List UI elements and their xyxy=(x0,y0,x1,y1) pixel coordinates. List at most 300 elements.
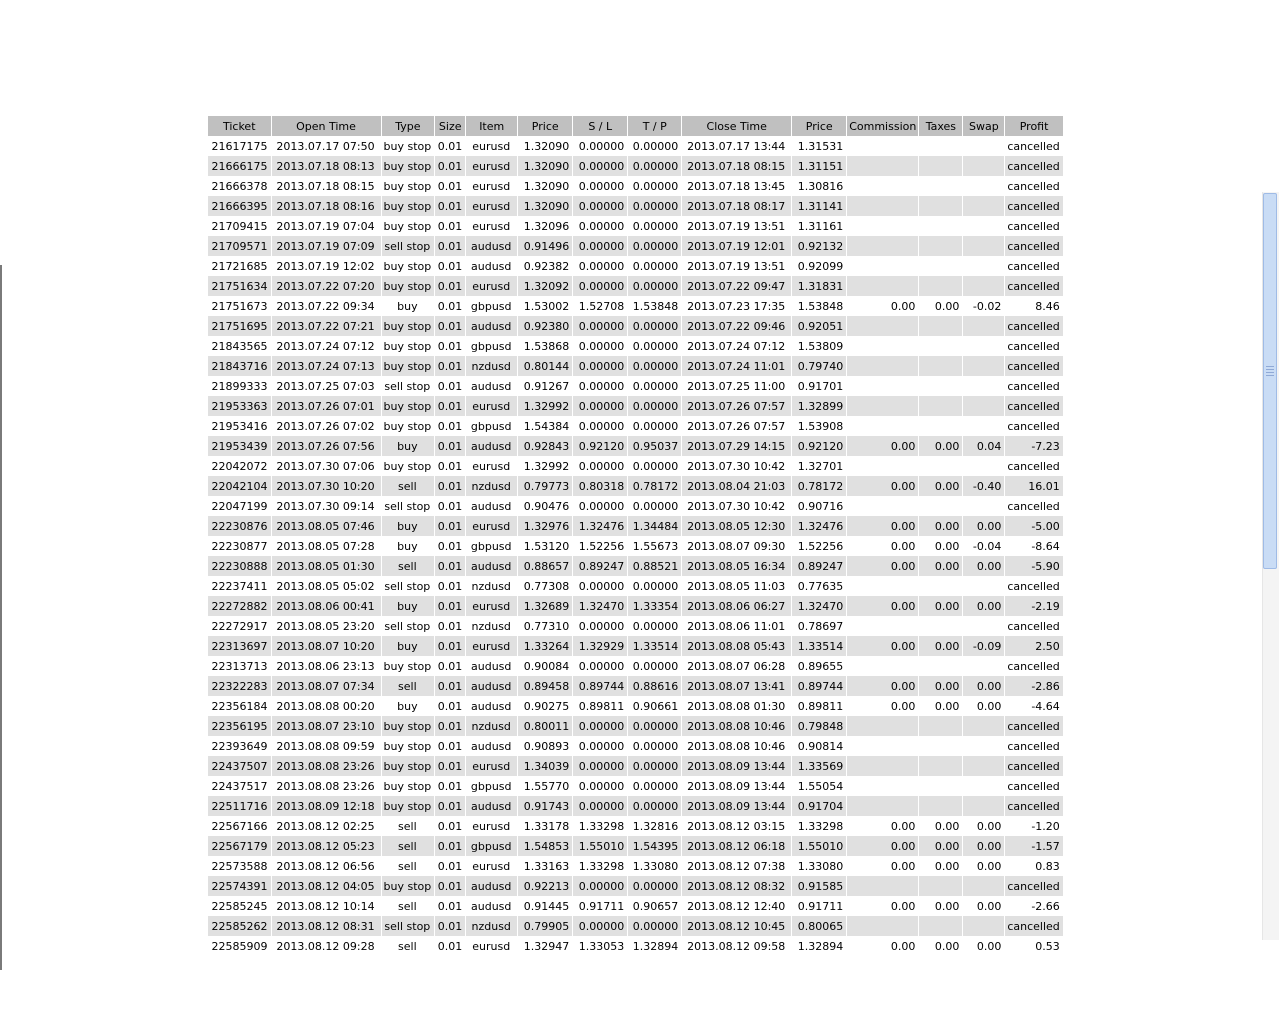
cell-swap xyxy=(963,876,1005,896)
cell-take-profit: 0.00000 xyxy=(628,316,682,336)
cell-open-time: 2013.07.18 08:16 xyxy=(271,196,381,216)
cell-size: 0.01 xyxy=(435,516,466,536)
cell-open-price: 0.92382 xyxy=(518,256,573,276)
cell-taxes xyxy=(919,736,963,756)
table-row xyxy=(208,396,1063,416)
cell-open-price: 0.91445 xyxy=(518,896,573,916)
cell-close-time: 2013.08.12 06:18 xyxy=(682,836,792,856)
col-header-close-price: Price xyxy=(792,116,847,136)
cell-close-time: 2013.08.08 10:46 xyxy=(682,736,792,756)
cell-profit: cancelled xyxy=(1005,916,1063,936)
cell-item: gbpusd xyxy=(466,416,518,436)
cell-open-time: 2013.07.22 07:20 xyxy=(271,276,381,296)
cell-size: 0.01 xyxy=(435,416,466,436)
cell-open-price: 0.91267 xyxy=(518,376,573,396)
cell-take-profit: 1.32894 xyxy=(628,936,682,956)
cell-close-price: 1.32476 xyxy=(792,516,847,536)
cell-taxes: 0.00 xyxy=(919,536,963,556)
col-header-take-profit: T / P xyxy=(628,116,682,136)
cell-profit: cancelled xyxy=(1005,776,1063,796)
cell-commission: 0.00 xyxy=(847,816,919,836)
cell-open-price: 0.90893 xyxy=(518,736,573,756)
cell-open-price: 1.33264 xyxy=(518,636,573,656)
cell-type: buy stop xyxy=(381,756,435,776)
table-row xyxy=(208,376,1063,396)
cell-item: nzdusd xyxy=(466,916,518,936)
cell-commission: 0.00 xyxy=(847,556,919,576)
cell-open-time: 2013.08.08 00:20 xyxy=(271,696,381,716)
table-row xyxy=(208,556,1063,576)
cell-ticket: 21843716 xyxy=(208,356,271,376)
cell-close-price: 1.31141 xyxy=(792,196,847,216)
cell-size: 0.01 xyxy=(435,876,466,896)
cell-size: 0.01 xyxy=(435,376,466,396)
cell-open-price: 1.32947 xyxy=(518,936,573,956)
cell-close-price: 0.92132 xyxy=(792,236,847,256)
cell-size: 0.01 xyxy=(435,536,466,556)
cell-item: gbpusd xyxy=(466,536,518,556)
cell-commission: 0.00 xyxy=(847,476,919,496)
cell-size: 0.01 xyxy=(435,156,466,176)
cell-open-time: 2013.08.12 06:56 xyxy=(271,856,381,876)
cell-ticket: 21709415 xyxy=(208,216,271,236)
cell-close-time: 2013.07.18 08:15 xyxy=(682,156,792,176)
cell-ticket: 22585262 xyxy=(208,916,271,936)
cell-item: eurusd xyxy=(466,516,518,536)
cell-item: audusd xyxy=(466,376,518,396)
cell-stop-loss: 0.00000 xyxy=(573,496,628,516)
cell-swap: 0.00 xyxy=(963,896,1005,916)
cell-take-profit: 0.95037 xyxy=(628,436,682,456)
cell-stop-loss: 0.00000 xyxy=(573,276,628,296)
cell-close-price: 1.52256 xyxy=(792,536,847,556)
cell-size: 0.01 xyxy=(435,616,466,636)
cell-profit: cancelled xyxy=(1005,336,1063,356)
cell-type: buy stop xyxy=(381,316,435,336)
cell-ticket: 22585245 xyxy=(208,896,271,916)
cell-profit: cancelled xyxy=(1005,416,1063,436)
cell-take-profit: 1.55673 xyxy=(628,536,682,556)
cell-close-price: 0.89655 xyxy=(792,656,847,676)
cell-type: buy stop xyxy=(381,876,435,896)
cell-open-price: 0.92213 xyxy=(518,876,573,896)
cell-take-profit: 1.33080 xyxy=(628,856,682,876)
cell-profit: -8.64 xyxy=(1005,536,1063,556)
cell-close-price: 0.91704 xyxy=(792,796,847,816)
cell-commission: 0.00 xyxy=(847,696,919,716)
cell-take-profit: 0.90661 xyxy=(628,696,682,716)
cell-size: 0.01 xyxy=(435,696,466,716)
cell-commission xyxy=(847,716,919,736)
cell-close-price: 0.92051 xyxy=(792,316,847,336)
cell-commission xyxy=(847,916,919,936)
cell-close-time: 2013.08.12 09:58 xyxy=(682,936,792,956)
cell-taxes xyxy=(919,876,963,896)
cell-close-time: 2013.08.06 06:27 xyxy=(682,596,792,616)
cell-ticket: 22230888 xyxy=(208,556,271,576)
table-header-row xyxy=(208,116,1063,136)
cell-stop-loss: 0.89744 xyxy=(573,676,628,696)
cell-taxes: 0.00 xyxy=(919,476,963,496)
cell-ticket: 21666378 xyxy=(208,176,271,196)
cell-taxes xyxy=(919,236,963,256)
cell-taxes: 0.00 xyxy=(919,556,963,576)
cell-profit: 8.46 xyxy=(1005,296,1063,316)
cell-item: audusd xyxy=(466,676,518,696)
cell-size: 0.01 xyxy=(435,296,466,316)
cell-open-price: 0.79773 xyxy=(518,476,573,496)
cell-stop-loss: 0.00000 xyxy=(573,216,628,236)
cell-swap xyxy=(963,236,1005,256)
cell-size: 0.01 xyxy=(435,656,466,676)
cell-stop-loss: 1.32476 xyxy=(573,516,628,536)
cell-profit: cancelled xyxy=(1005,456,1063,476)
cell-taxes: 0.00 xyxy=(919,516,963,536)
cell-open-price: 0.90476 xyxy=(518,496,573,516)
table-row xyxy=(208,516,1063,536)
cell-open-price: 1.54853 xyxy=(518,836,573,856)
col-header-type: Type xyxy=(381,116,435,136)
cell-commission xyxy=(847,316,919,336)
table-row xyxy=(208,316,1063,336)
cell-swap: 0.00 xyxy=(963,856,1005,876)
cell-swap: 0.00 xyxy=(963,596,1005,616)
cell-open-time: 2013.07.19 07:09 xyxy=(271,236,381,256)
cell-size: 0.01 xyxy=(435,736,466,756)
cell-taxes xyxy=(919,156,963,176)
cell-profit: cancelled xyxy=(1005,396,1063,416)
cell-ticket: 22573588 xyxy=(208,856,271,876)
cell-stop-loss: 1.55010 xyxy=(573,836,628,856)
cell-profit: -1.20 xyxy=(1005,816,1063,836)
cell-commission: 0.00 xyxy=(847,596,919,616)
cell-swap: 0.00 xyxy=(963,516,1005,536)
cell-take-profit: 0.00000 xyxy=(628,396,682,416)
cell-take-profit: 0.00000 xyxy=(628,496,682,516)
cell-open-price: 1.32090 xyxy=(518,156,573,176)
cell-close-price: 1.30816 xyxy=(792,176,847,196)
cell-ticket: 21953439 xyxy=(208,436,271,456)
table-row xyxy=(208,596,1063,616)
cell-close-time: 2013.08.09 13:44 xyxy=(682,756,792,776)
cell-ticket: 22585909 xyxy=(208,936,271,956)
cell-profit: -1.57 xyxy=(1005,836,1063,856)
cell-item: audusd xyxy=(466,316,518,336)
cell-open-time: 2013.08.12 09:28 xyxy=(271,936,381,956)
cell-swap: -0.40 xyxy=(963,476,1005,496)
cell-profit: cancelled xyxy=(1005,256,1063,276)
cell-ticket: 22437507 xyxy=(208,756,271,776)
cell-open-time: 2013.08.12 10:14 xyxy=(271,896,381,916)
cell-item: eurusd xyxy=(466,176,518,196)
cell-close-price: 1.33569 xyxy=(792,756,847,776)
cell-taxes xyxy=(919,216,963,236)
cell-close-price: 0.91585 xyxy=(792,876,847,896)
cell-open-price: 1.34039 xyxy=(518,756,573,776)
table-row xyxy=(208,276,1063,296)
cell-close-time: 2013.07.19 13:51 xyxy=(682,256,792,276)
cell-take-profit: 0.00000 xyxy=(628,916,682,936)
cell-taxes xyxy=(919,396,963,416)
cell-size: 0.01 xyxy=(435,316,466,336)
cell-close-time: 2013.08.06 11:01 xyxy=(682,616,792,636)
cell-profit: cancelled xyxy=(1005,576,1063,596)
cell-stop-loss: 0.00000 xyxy=(573,176,628,196)
cell-stop-loss: 0.89811 xyxy=(573,696,628,716)
cell-ticket: 22272882 xyxy=(208,596,271,616)
cell-commission xyxy=(847,216,919,236)
cell-profit: -5.90 xyxy=(1005,556,1063,576)
cell-taxes xyxy=(919,276,963,296)
cell-open-time: 2013.07.22 09:34 xyxy=(271,296,381,316)
cell-commission xyxy=(847,456,919,476)
cell-taxes: 0.00 xyxy=(919,636,963,656)
cell-taxes: 0.00 xyxy=(919,896,963,916)
cell-commission xyxy=(847,576,919,596)
cell-close-price: 0.89811 xyxy=(792,696,847,716)
cell-open-time: 2013.07.25 07:03 xyxy=(271,376,381,396)
cell-take-profit: 0.88616 xyxy=(628,676,682,696)
cell-taxes: 0.00 xyxy=(919,696,963,716)
cell-type: buy stop xyxy=(381,356,435,376)
cell-close-time: 2013.08.07 09:30 xyxy=(682,536,792,556)
cell-commission xyxy=(847,616,919,636)
cell-ticket: 22042104 xyxy=(208,476,271,496)
cell-profit: 0.83 xyxy=(1005,856,1063,876)
table-row xyxy=(208,856,1063,876)
cell-open-time: 2013.07.30 07:06 xyxy=(271,456,381,476)
cell-swap xyxy=(963,916,1005,936)
cell-profit: cancelled xyxy=(1005,316,1063,336)
table-row xyxy=(208,216,1063,236)
cell-ticket: 22272917 xyxy=(208,616,271,636)
cell-item: audusd xyxy=(466,876,518,896)
cell-swap: 0.00 xyxy=(963,836,1005,856)
table-row xyxy=(208,776,1063,796)
cell-open-time: 2013.07.19 07:04 xyxy=(271,216,381,236)
cell-commission xyxy=(847,176,919,196)
cell-close-time: 2013.08.12 03:15 xyxy=(682,816,792,836)
cell-open-price: 0.80144 xyxy=(518,356,573,376)
cell-close-time: 2013.07.19 12:01 xyxy=(682,236,792,256)
cell-type: buy stop xyxy=(381,716,435,736)
cell-swap xyxy=(963,796,1005,816)
cell-take-profit: 0.00000 xyxy=(628,216,682,236)
cell-type: buy stop xyxy=(381,276,435,296)
cell-open-price: 0.79905 xyxy=(518,916,573,936)
cell-take-profit: 0.00000 xyxy=(628,576,682,596)
cell-open-time: 2013.07.18 08:13 xyxy=(271,156,381,176)
cell-ticket: 21953363 xyxy=(208,396,271,416)
cell-close-time: 2013.07.30 10:42 xyxy=(682,496,792,516)
cell-open-time: 2013.07.24 07:13 xyxy=(271,356,381,376)
cell-open-price: 1.53002 xyxy=(518,296,573,316)
cell-close-time: 2013.08.08 05:43 xyxy=(682,636,792,656)
cell-item: audusd xyxy=(466,736,518,756)
cell-close-time: 2013.08.05 12:30 xyxy=(682,516,792,536)
col-header-close-time: Close Time xyxy=(682,116,792,136)
cell-taxes xyxy=(919,176,963,196)
cell-close-time: 2013.07.30 10:42 xyxy=(682,456,792,476)
cell-item: nzdusd xyxy=(466,716,518,736)
trade-history-table xyxy=(208,116,1064,956)
cell-taxes: 0.00 xyxy=(919,436,963,456)
cell-take-profit: 0.00000 xyxy=(628,796,682,816)
cell-size: 0.01 xyxy=(435,796,466,816)
cell-item: eurusd xyxy=(466,636,518,656)
cell-ticket: 22230876 xyxy=(208,516,271,536)
cell-close-time: 2013.07.22 09:47 xyxy=(682,276,792,296)
cell-item: eurusd xyxy=(466,396,518,416)
cell-take-profit: 0.00000 xyxy=(628,176,682,196)
cell-stop-loss: 1.32470 xyxy=(573,596,628,616)
cell-close-price: 1.33298 xyxy=(792,816,847,836)
cell-stop-loss: 0.00000 xyxy=(573,796,628,816)
cell-close-price: 1.53809 xyxy=(792,336,847,356)
cell-close-price: 0.92099 xyxy=(792,256,847,276)
cell-stop-loss: 1.52256 xyxy=(573,536,628,556)
cell-taxes: 0.00 xyxy=(919,836,963,856)
cell-open-price: 1.32090 xyxy=(518,136,573,156)
cell-stop-loss: 0.00000 xyxy=(573,876,628,896)
cell-size: 0.01 xyxy=(435,396,466,416)
cell-size: 0.01 xyxy=(435,136,466,156)
cell-open-time: 2013.08.08 09:59 xyxy=(271,736,381,756)
cell-take-profit: 0.00000 xyxy=(628,136,682,156)
cell-take-profit: 0.90657 xyxy=(628,896,682,916)
cell-close-time: 2013.07.24 11:01 xyxy=(682,356,792,376)
col-header-stop-loss: S / L xyxy=(573,116,628,136)
cell-open-time: 2013.07.19 12:02 xyxy=(271,256,381,276)
cell-close-price: 0.90814 xyxy=(792,736,847,756)
cell-close-time: 2013.07.25 11:00 xyxy=(682,376,792,396)
cell-type: sell stop xyxy=(381,236,435,256)
cell-size: 0.01 xyxy=(435,196,466,216)
cell-close-price: 0.78697 xyxy=(792,616,847,636)
cell-item: eurusd xyxy=(466,456,518,476)
cell-type: buy stop xyxy=(381,176,435,196)
cell-ticket: 22567166 xyxy=(208,816,271,836)
cell-ticket: 22047199 xyxy=(208,496,271,516)
cell-swap xyxy=(963,756,1005,776)
table-row xyxy=(208,676,1063,696)
cell-type: buy stop xyxy=(381,156,435,176)
cell-open-price: 0.92843 xyxy=(518,436,573,456)
cell-profit: cancelled xyxy=(1005,356,1063,376)
cell-close-time: 2013.07.18 13:45 xyxy=(682,176,792,196)
cell-open-price: 1.33178 xyxy=(518,816,573,836)
cell-take-profit: 0.00000 xyxy=(628,156,682,176)
cell-type: buy xyxy=(381,296,435,316)
cell-commission: 0.00 xyxy=(847,436,919,456)
cell-taxes xyxy=(919,756,963,776)
cell-open-time: 2013.08.12 08:31 xyxy=(271,916,381,936)
cell-swap xyxy=(963,156,1005,176)
cell-swap xyxy=(963,736,1005,756)
cell-take-profit: 0.00000 xyxy=(628,376,682,396)
cell-commission: 0.00 xyxy=(847,836,919,856)
cell-type: sell stop xyxy=(381,916,435,936)
cell-ticket: 21721685 xyxy=(208,256,271,276)
cell-swap: -0.09 xyxy=(963,636,1005,656)
cell-stop-loss: 0.00000 xyxy=(573,756,628,776)
col-header-size: Size xyxy=(435,116,466,136)
cell-swap xyxy=(963,456,1005,476)
cell-commission: 0.00 xyxy=(847,536,919,556)
cell-taxes xyxy=(919,716,963,736)
cell-ticket: 22313697 xyxy=(208,636,271,656)
cell-item: gbpusd xyxy=(466,296,518,316)
cell-item: gbpusd xyxy=(466,336,518,356)
cell-commission xyxy=(847,736,919,756)
cell-commission xyxy=(847,656,919,676)
cell-size: 0.01 xyxy=(435,896,466,916)
cell-stop-loss: 0.00000 xyxy=(573,736,628,756)
cell-open-price: 0.90275 xyxy=(518,696,573,716)
cell-stop-loss: 0.00000 xyxy=(573,716,628,736)
cell-type: sell stop xyxy=(381,496,435,516)
cell-ticket: 22237411 xyxy=(208,576,271,596)
cell-item: nzdusd xyxy=(466,616,518,636)
cell-profit: 0.53 xyxy=(1005,936,1063,956)
cell-commission: 0.00 xyxy=(847,896,919,916)
cell-profit: cancelled xyxy=(1005,176,1063,196)
cell-commission xyxy=(847,796,919,816)
cell-commission: 0.00 xyxy=(847,636,919,656)
col-header-commission: Commission xyxy=(847,116,919,136)
cell-profit: -4.64 xyxy=(1005,696,1063,716)
cell-commission xyxy=(847,496,919,516)
cell-item: eurusd xyxy=(466,816,518,836)
scrollbar-thumb[interactable] xyxy=(1263,193,1277,569)
cell-close-price: 0.91711 xyxy=(792,896,847,916)
cell-commission xyxy=(847,776,919,796)
table-row xyxy=(208,916,1063,936)
cell-close-price: 0.90716 xyxy=(792,496,847,516)
col-header-ticket: Ticket xyxy=(208,116,271,136)
cell-item: audusd xyxy=(466,696,518,716)
cell-open-time: 2013.08.05 01:30 xyxy=(271,556,381,576)
cell-take-profit: 0.00000 xyxy=(628,336,682,356)
cell-profit: cancelled xyxy=(1005,616,1063,636)
cell-type: buy stop xyxy=(381,456,435,476)
cell-taxes xyxy=(919,776,963,796)
cell-size: 0.01 xyxy=(435,276,466,296)
cell-item: eurusd xyxy=(466,136,518,156)
cell-size: 0.01 xyxy=(435,916,466,936)
cell-taxes xyxy=(919,136,963,156)
cell-ticket: 22437517 xyxy=(208,776,271,796)
cell-ticket: 22393649 xyxy=(208,736,271,756)
cell-open-price: 1.33163 xyxy=(518,856,573,876)
cell-taxes xyxy=(919,416,963,436)
cell-type: sell xyxy=(381,816,435,836)
table-row xyxy=(208,796,1063,816)
cell-close-time: 2013.07.23 17:35 xyxy=(682,296,792,316)
cell-profit: cancelled xyxy=(1005,156,1063,176)
cell-type: sell stop xyxy=(381,576,435,596)
cell-taxes xyxy=(919,496,963,516)
cell-close-time: 2013.07.26 07:57 xyxy=(682,396,792,416)
cell-profit: cancelled xyxy=(1005,236,1063,256)
table-row xyxy=(208,696,1063,716)
cell-type: buy stop xyxy=(381,396,435,416)
cell-take-profit: 0.00000 xyxy=(628,756,682,776)
cell-close-price: 0.79740 xyxy=(792,356,847,376)
cell-close-time: 2013.08.12 08:32 xyxy=(682,876,792,896)
cell-open-time: 2013.08.05 07:28 xyxy=(271,536,381,556)
cell-ticket: 21899333 xyxy=(208,376,271,396)
